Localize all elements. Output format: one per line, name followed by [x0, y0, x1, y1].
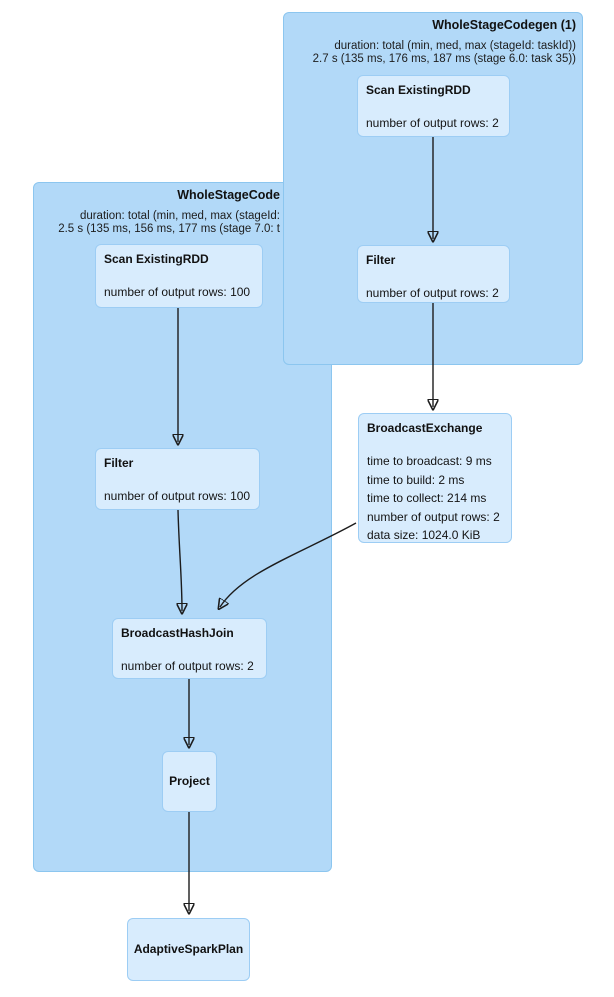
node-title: BroadcastExchange: [367, 421, 483, 435]
node-metric: time to build: 2 ms: [367, 472, 465, 487]
node-metric: number of output rows: 100: [104, 285, 251, 299]
cluster-title: WholeStageCodegen (1): [432, 18, 576, 32]
node-metric: time to broadcast: 9 ms: [367, 454, 492, 468]
plan-node-filter-2[interactable]: [95, 448, 260, 510]
cluster-duration-line: 2.7 s (135 ms, 176 ms, 187 ms (stage 6.0: task 35)): [312, 53, 576, 65]
plan-node-adaptivesparkplan[interactable]: [127, 918, 250, 981]
plan-node-scan-existingrdd-1[interactable]: [357, 75, 510, 137]
node-metric: number of output rows: 2: [366, 286, 499, 300]
node-title: Filter: [104, 456, 134, 470]
node-metric: time to collect: 214 ms: [367, 491, 487, 505]
plan-node-scan-existingrdd-2[interactable]: [95, 244, 263, 308]
plan-node-broadcastexchange[interactable]: [358, 413, 512, 543]
node-metric: number of output rows: 2: [121, 659, 254, 673]
node-metric: data size: 1024.0 KiB: [367, 528, 481, 542]
plan-node-broadcasthashjoin[interactable]: [112, 618, 267, 679]
cluster-title: WholeStageCode: [177, 188, 280, 202]
node-title: Filter: [366, 253, 396, 267]
cluster-duration-line: duration: total (min, med, max (stageId: taskId)): [334, 40, 576, 52]
cluster-duration: [58, 210, 280, 236]
cluster-duration-line: duration: total (min, med, max (stageId:: [79, 210, 280, 222]
node-metric: number of output rows: 2: [366, 116, 499, 130]
node-metric: number of output rows: 100: [104, 489, 251, 503]
plan-node-project[interactable]: [162, 751, 217, 812]
node-title: BroadcastHashJoin: [121, 626, 234, 640]
node-title: Project: [169, 774, 210, 788]
cluster-wholestagecodegen-1: [283, 12, 583, 365]
cluster-duration-line: 2.5 s (135 ms, 156 ms, 177 ms (stage 7.0: t: [58, 223, 280, 235]
node-title: Scan ExistingRDD: [366, 83, 471, 97]
plan-node-filter-1[interactable]: [357, 245, 510, 303]
node-metric: number of output rows: 2: [367, 509, 500, 524]
node-title: Scan ExistingRDD: [104, 252, 209, 266]
cluster-duration: [313, 40, 576, 66]
node-title: AdaptiveSparkPlan: [133, 942, 244, 956]
